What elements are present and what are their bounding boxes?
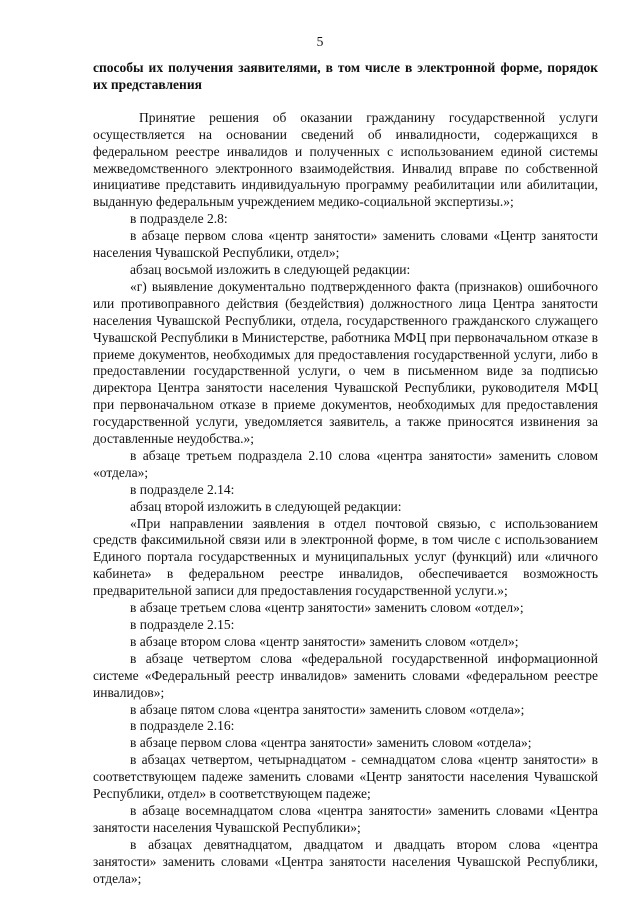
- paragraph-11: в подразделе 2.15:: [130, 617, 235, 632]
- paragraph-3: в абзаце первом слова «центр занятости» заменить словами «Центр занятости населения Чувашской Республики, отдел»;: [93, 228, 598, 261]
- paragraph-19: в абзацах девятнадцатом, двадцатом и двадцать втором слова «центра занятости» заменить словами «Центра занятости населения Чувашской Республики, отдела»;: [93, 836, 598, 886]
- paragraph-18: в абзаце восемнадцатом слова «центра занятости» заменить словами «Центра занятости населения Чувашской Республики»;: [93, 802, 598, 835]
- page-number: 5: [316, 34, 324, 49]
- paragraph-15: в подразделе 2.16:: [130, 718, 235, 734]
- paragraph-6: в абзаце третьем подраздела 2.10 слова «центра занятости» заменить словом «отдела»;: [93, 447, 598, 480]
- section-heading: способы их получения заявителями, в том числе в электронной форме, порядок их представления: [93, 60, 598, 92]
- paragraph-7: в подразделе 2.14:: [130, 481, 235, 497]
- paragraph-13: в абзаце четвертом слова «федеральной государственной информационной системе «Федеральный реестр инвалидов» заменить словами «федеральном реестре инвалидов»;: [93, 650, 598, 700]
- paragraph-8: абзац второй изложить в следующей редакции:: [130, 498, 402, 514]
- paragraph-17: в абзацах четвертом, четырнадцатом - семнадцатом слова «центр занятости» в соответствующем падеже заменить словами «Центр занятости населения Чувашской Республики, отдел» в соответствующем падеже;: [93, 752, 598, 802]
- paragraph-2: в подразделе 2.8:: [130, 211, 228, 227]
- paragraph-1: Принятие решения об оказании гражданину государственной услуги осуществляется на основании сведений об инвалидности, содержащихся в федеральном реестре инвалидов и полученных с использованием единой системы межведомственного электронного взаимодействия. Инвалид вправе по собственной инициативе представить индивидуальную программу реабилитации или абилитации, выданную федеральным учреждением медико-социальной экспертизы.»;: [93, 109, 598, 210]
- paragraph-16: в абзаце первом слова «центра занятости» заменить словом «отдела»;: [130, 735, 532, 751]
- document-body: [93, 60, 598, 888]
- paragraph-10: в абзаце третьем слова «центр занятости» заменить словом «отдел»;: [130, 600, 524, 616]
- paragraph-9: «При направлении заявления в отдел почтовой связью, с использованием средств факсимильной связи или в электронной форме, в том числе с использованием Единого портала государственных и муниципальных услуг (функций) или «личного кабинета» в федеральном реестре инвалидов, обеспечивается возможность предварительной записи для предоставления государственной услуги.»;: [93, 515, 598, 599]
- paragraph-5: «г) выявление документально подтвержденного факта (признаков) ошибочного или противоправного действия (бездействия) должностного лица Центра занятости населения Чувашской Республики, отдела, государственного гражданского служащего Чувашской Республики в Министерстве, работника МФЦ при первоначальном отказе в приеме документов, необходимых для предоставления государственной услуги, либо в предоставлении государственной услуги, о чем в письменном виде за подписью директора Центра занятости населения Чувашской Республики, руководителя МФЦ при первоначальном отказе в приеме документов, необходимых для предоставления государственной услуги, уведомляется заявитель, а также приносятся извинения за доставленные неудобства.»;: [93, 278, 598, 447]
- paragraph-4: абзац восьмой изложить в следующей редакции:: [130, 261, 411, 277]
- paragraph-14: в абзаце пятом слова «центра занятости» заменить словом «отдела»;: [130, 701, 525, 717]
- paragraph-12: в абзаце втором слова «центр занятости» заменить словом «отдел»;: [130, 633, 519, 649]
